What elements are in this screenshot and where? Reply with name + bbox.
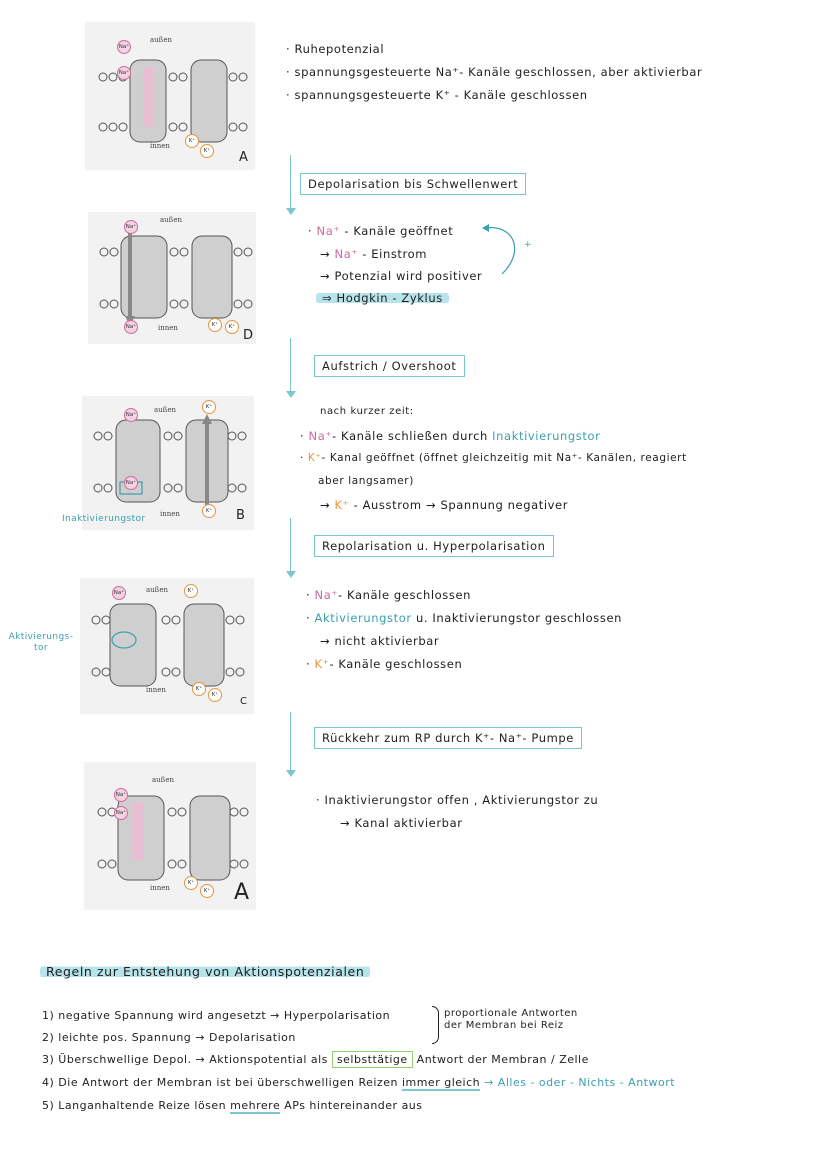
repolarisation-title: Repolarisation u. Hyperpolarisation (314, 535, 554, 557)
figure-c-repolarisation (80, 578, 254, 714)
k-label: K⁺ (307, 452, 322, 464)
return-title: Rückkehr zum RP durch K⁺- Na⁺- Pumpe (314, 727, 582, 749)
rule-1: 1) negative Spannung wird angesetzt → Hyperpolarisation (42, 1009, 391, 1022)
potassium-ion: K⁺ (208, 318, 222, 332)
figure-letter: A (234, 880, 250, 905)
potassium-ion: K⁺ (200, 144, 214, 158)
inside-label: innen (146, 686, 166, 694)
rule-3 (42, 1053, 589, 1066)
outside-label: außen (160, 216, 183, 224)
na-influx-line (320, 247, 427, 261)
na-channels-line: · spannungsgesteuerte Na⁺- Kanäle geschlossen, aber aktivierbar (286, 65, 703, 79)
rule-4 (42, 1076, 675, 1089)
flow-arrow (290, 338, 291, 393)
potassium-ion: K⁺ (184, 584, 198, 598)
figure-letter: D (243, 328, 254, 343)
feedback-loop-arrow (480, 222, 533, 282)
figure-letter: C (240, 696, 247, 707)
na-closed-text: - Kanäle geschlossen (338, 588, 472, 602)
slower-line: aber langsamer) (318, 475, 414, 487)
inside-label: innen (158, 324, 178, 332)
sodium-ion: Na⁺ (117, 40, 131, 54)
efflux-text: - Ausstrom → Spannung negativer (349, 498, 569, 512)
potential-positive-line: → Potenzial wird positiver (320, 269, 483, 283)
na-open-text: - Kanäle geöffnet (344, 224, 454, 238)
always-same-text: immer gleich (401, 1076, 481, 1089)
sodium-ion: Na⁺ (124, 408, 138, 422)
figure-d-depolarisation (88, 212, 256, 344)
outside-label: außen (152, 776, 175, 784)
potassium-ion: K⁺ (200, 884, 214, 898)
potassium-ion: K⁺ (184, 876, 198, 890)
na-label: Na⁺ (334, 247, 359, 261)
rule-3-text: 3) Überschwellige Depol. → Aktionspotential als (42, 1053, 328, 1066)
sodium-ion: Na⁺ (114, 806, 128, 820)
flow-arrow-head (286, 391, 296, 398)
sodium-ion: Na⁺ (114, 788, 128, 802)
rule-4-text: 4) Die Antwort der Membran ist bei überschwelligen Reizen (42, 1076, 398, 1089)
not-activatable-line: → nicht aktivierbar (320, 634, 440, 648)
inactivation-gate-label: Inaktivierungstor (62, 514, 146, 524)
hodgkin-highlight: ⇒ Hodgkin - Zyklus (316, 291, 449, 305)
rule-5 (42, 1099, 423, 1112)
na-close-text: - Kanäle schließen durch (332, 429, 488, 443)
flow-arrow-head (286, 208, 296, 215)
na-label: Na⁺ (314, 588, 339, 602)
potassium-ion: K⁺ (192, 682, 206, 696)
na-label: Na⁺ (308, 429, 333, 443)
inside-label: innen (150, 142, 170, 150)
inside-label: innen (150, 884, 170, 892)
self-acting-box: selbsttätige (332, 1051, 413, 1068)
figure-b-overshoot (82, 396, 254, 530)
na-open-line: · Na⁺ - Kanäle geöffnet (308, 224, 454, 238)
potassium-ion: K⁺ (208, 688, 222, 702)
rules-title-text: Regeln zur Entstehung von Aktionspotenzialen (40, 964, 370, 979)
k-closed-line: · K⁺- Kanäle geschlossen (306, 657, 463, 671)
several-text: mehrere (230, 1099, 281, 1112)
k-open-line: · K⁺- Kanal geöffnet (öffnet gleichzeitig mit Na⁺- Kanälen, reagiert (300, 452, 687, 464)
rules-title (40, 964, 370, 979)
membrane-diagram (85, 22, 255, 170)
flow-arrow (290, 712, 291, 772)
flow-arrow-head (286, 571, 296, 578)
outside-label: außen (146, 586, 169, 594)
activation-gate-text: Aktivierungstor (314, 611, 412, 625)
plus-sign: + (524, 240, 533, 250)
hodgkin-cycle-line (316, 291, 449, 305)
sodium-ion: Na⁺ (124, 220, 138, 234)
flow-arrow (290, 518, 291, 573)
arrow-text: → (320, 498, 335, 512)
sodium-ion: Na⁺ (112, 586, 126, 600)
figure-a-resting (85, 22, 255, 170)
potassium-ion: K⁺ (202, 504, 216, 518)
outside-label: außen (150, 36, 173, 44)
resting-potential-line: · Ruhepotenzial (286, 42, 385, 56)
brace (432, 1006, 439, 1044)
flow-arrow-head (286, 770, 296, 777)
outside-label: außen (154, 406, 177, 414)
sodium-ion: Na⁺ (117, 66, 131, 80)
rule-5-end: APs hintereinander aus (284, 1099, 423, 1112)
k-channels-line: · spannungsgesteuerte K⁺ - Kanäle geschlossen (286, 88, 588, 102)
figure-a-return (84, 762, 256, 910)
gates-closed-line: · Aktivierungstor u. Inaktivierungstor geschlossen (306, 611, 623, 625)
k-closed-text: - Kanäle geschlossen (329, 657, 463, 671)
k-efflux-line (320, 498, 568, 512)
after-short-time: nach kurzer zeit: (320, 406, 414, 417)
overshoot-title: Aufstrich / Overshoot (314, 355, 465, 377)
na-closed-line: · Na⁺- Kanäle geschlossen (306, 588, 472, 602)
sodium-ion: Na⁺ (124, 320, 138, 334)
rule-3-end: Antwort der Membran / Zelle (416, 1053, 589, 1066)
membrane-diagram (84, 762, 256, 910)
channel-activatable-line: → Kanal aktivierbar (340, 816, 463, 830)
flow-arrow (290, 155, 291, 210)
membrane-diagram (80, 578, 254, 714)
brace-text-2: der Membran bei Reiz (444, 1020, 564, 1031)
k-open-text: - Kanal geöffnet (öffnet gleichzeitig mit Na⁺- Kanälen, reagiert (321, 452, 687, 464)
activation-gate-label: Aktivierungs-tor (8, 632, 74, 653)
inactivation-gate-text: Inaktivierungstor (492, 429, 601, 443)
depolarisation-title: Depolarisation bis Schwellenwert (300, 173, 526, 195)
brace-text-1: proportionale Antworten (444, 1008, 578, 1019)
gates-closed-text: u. Inaktivierungstor geschlossen (411, 611, 623, 625)
figure-letter: B (236, 508, 245, 523)
all-or-nothing-text: → Alles - oder - Nichts - Antwort (484, 1076, 676, 1089)
na-label: Na⁺ (316, 224, 341, 238)
influx-text: - Einstrom (358, 247, 428, 261)
inside-label: innen (160, 510, 180, 518)
gate-status-line: · Inaktivierungstor offen , Aktivierungstor zu (316, 793, 599, 807)
potassium-ion: K⁺ (202, 400, 216, 414)
arrow-text: → (320, 247, 335, 261)
rule-2: 2) leichte pos. Spannung → Depolarisation (42, 1031, 296, 1044)
rule-5-text: 5) Langanhaltende Reize lösen (42, 1099, 227, 1112)
k-label: K⁺ (314, 657, 330, 671)
k-label: K⁺ (334, 498, 350, 512)
potassium-ion: K⁺ (225, 320, 239, 334)
na-close-line: · Na⁺- Kanäle schließen durch Inaktivierungstor (300, 429, 601, 443)
figure-letter: A (239, 150, 248, 165)
potassium-ion: K⁺ (185, 134, 199, 148)
sodium-ion: Na⁺ (124, 476, 138, 490)
